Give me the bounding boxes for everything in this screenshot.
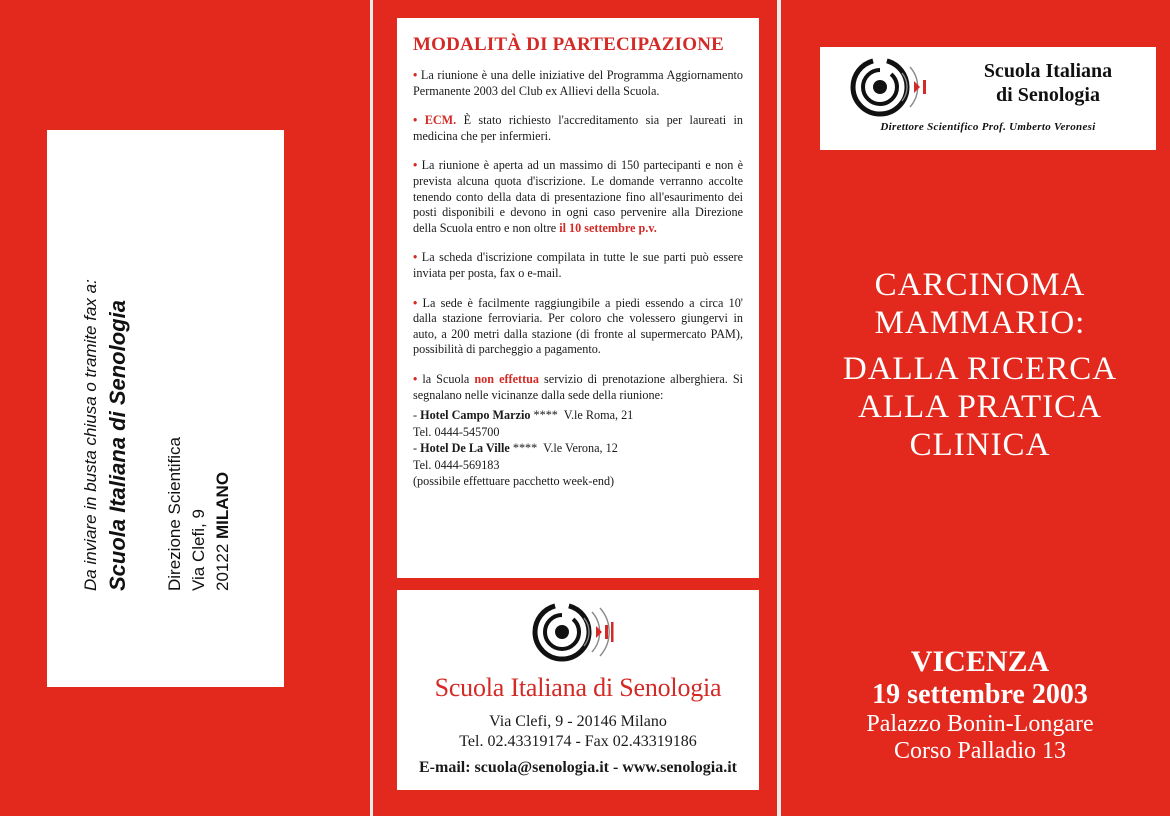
address-line-2: Via Clefi, 9 [188, 508, 208, 591]
participation-title: MODALITÀ DI PARTECIPAZIONE [413, 34, 725, 55]
hotel-1-name: Hotel Campo Marzio [420, 408, 531, 423]
recipient-address [163, 149, 235, 591]
hotel-2-stars: **** [512, 441, 538, 456]
deadline-highlight: il 10 settembre p.v. [559, 220, 657, 235]
bullet-icon: • [413, 113, 418, 128]
address-city: MILANO [212, 471, 232, 539]
title-line-1: CARCINOMA [874, 267, 1086, 303]
info-paragraph-4 [413, 250, 743, 281]
info-text: La scheda d'iscrizione compilata in tutte le sue parti può essere inviata per posta, fax o e-mail. [413, 250, 743, 280]
hotel-1-tel: Tel. 0444-545700 [413, 424, 500, 439]
title-line-3: DALLA RICERCA [842, 351, 1118, 387]
info-text: La riunione è aperta ad un massimo di 150 partecipanti e non è prevista alcuna quota d'iscrizione. Le domande verranno accolte tenendo conto della data di presentazione fino all'esaurimento dei posti disponibili e devono in ogni caso pervenire alla Direzione della Scuola entro e non oltre [413, 158, 743, 235]
header-school-name [958, 59, 1138, 107]
contact-email-web: E-mail: scuola@senologia.it - www.senologia.it [419, 759, 737, 776]
school-logo-icon [850, 55, 942, 119]
info-text: servizio di prenotazione alberghiera. Si segnalano nelle vicinanze dalla sede della riunione: [413, 371, 744, 402]
event-venue: Palazzo Bonin-Longare [866, 711, 1094, 737]
info-text: È stato richiesto l'accreditamento sia per laureati in medicina che per infermieri. [413, 113, 743, 143]
hotel-2-address: V.le Verona, 12 [543, 441, 618, 456]
send-instructions: Da inviare in busta chiusa o tramite fax a: [80, 278, 100, 591]
address-line-1: Direzione Scientifica [164, 436, 184, 591]
title-line-2: MAMMARIO: [874, 305, 1086, 341]
school-logo-icon [532, 600, 624, 664]
event-street: Corso Palladio 13 [894, 738, 1066, 764]
bullet-icon: • [413, 250, 418, 265]
hotel-2-name: Hotel De La Ville [420, 441, 510, 456]
scientific-director: Direttore Scientifico Prof. Umberto Veronesi [880, 121, 1096, 133]
mailing-address-card [47, 130, 284, 687]
title-line-4: ALLA PRATICA [858, 389, 1102, 425]
info-paragraph-6 [413, 372, 743, 403]
contact-address: Via Clefi, 9 - 20146 Milano [489, 713, 667, 730]
weekend-note: (possibile effettuare pacchetto week-end) [413, 474, 615, 489]
hotel-1-address: V.le Roma, 21 [563, 408, 634, 423]
event-city: VICENZA [910, 645, 1050, 678]
info-paragraph-5 [413, 296, 743, 358]
ecm-label: ECM. [424, 113, 457, 128]
title-line-5: CLINICA [909, 427, 1051, 463]
info-text: La riunione è una delle iniziative del Programma Aggiornamento Permanente 2003 del Club ex Allievi della Scuola. [413, 68, 744, 98]
info-text: la Scuola [422, 371, 475, 386]
hotel-1-line: - Hotel Campo Marzio **** V.le Roma, 21 [413, 408, 634, 423]
header-school-line-2: di Senologia [996, 84, 1100, 106]
header-school-line-1: Scuola Italiana [983, 60, 1113, 82]
hotel-1-stars: **** [533, 408, 558, 423]
bullet-icon: • [413, 68, 418, 82]
info-paragraph-3 [413, 158, 743, 236]
conference-title [800, 266, 1160, 464]
event-details [800, 645, 1160, 765]
contact-logo-box [397, 590, 759, 790]
contact-school-name: Scuola Italiana di Senologia [434, 673, 722, 702]
no-booking-highlight: non effettua [474, 371, 540, 386]
bullet-icon: • [413, 158, 418, 173]
mailing-address-rotated [61, 149, 271, 669]
participation-info-box [397, 18, 759, 578]
bullet-icon: • [413, 295, 418, 310]
info-text: La sede è facilmente raggiungibile a piedi essendo a circa 10' dalla stazione ferroviaria. Per coloro che volessero giungervi in auto, a 200 metri dalla stazione (di fronte al supermercato PAM), possibilità di parcheggio a pagamento. [413, 295, 743, 357]
info-paragraph-1 [413, 68, 743, 99]
contact-phone-fax: Tel. 02.43319174 - Fax 02.43319186 [459, 733, 697, 750]
event-date: 19 settembre 2003 [872, 679, 1088, 710]
hotel-2-line: - Hotel De La Ville **** V.le Verona, 12 [413, 441, 618, 456]
recipient-school-name: Scuola Italiana di Senologia [104, 299, 130, 591]
hotel-2-tel: Tel. 0444-569183 [413, 457, 500, 472]
school-header-card [820, 47, 1156, 150]
info-paragraph-2 [413, 113, 743, 144]
address-zip: 20122 [212, 543, 232, 591]
bullet-icon: • [413, 371, 418, 386]
address-line-3 [211, 149, 235, 591]
